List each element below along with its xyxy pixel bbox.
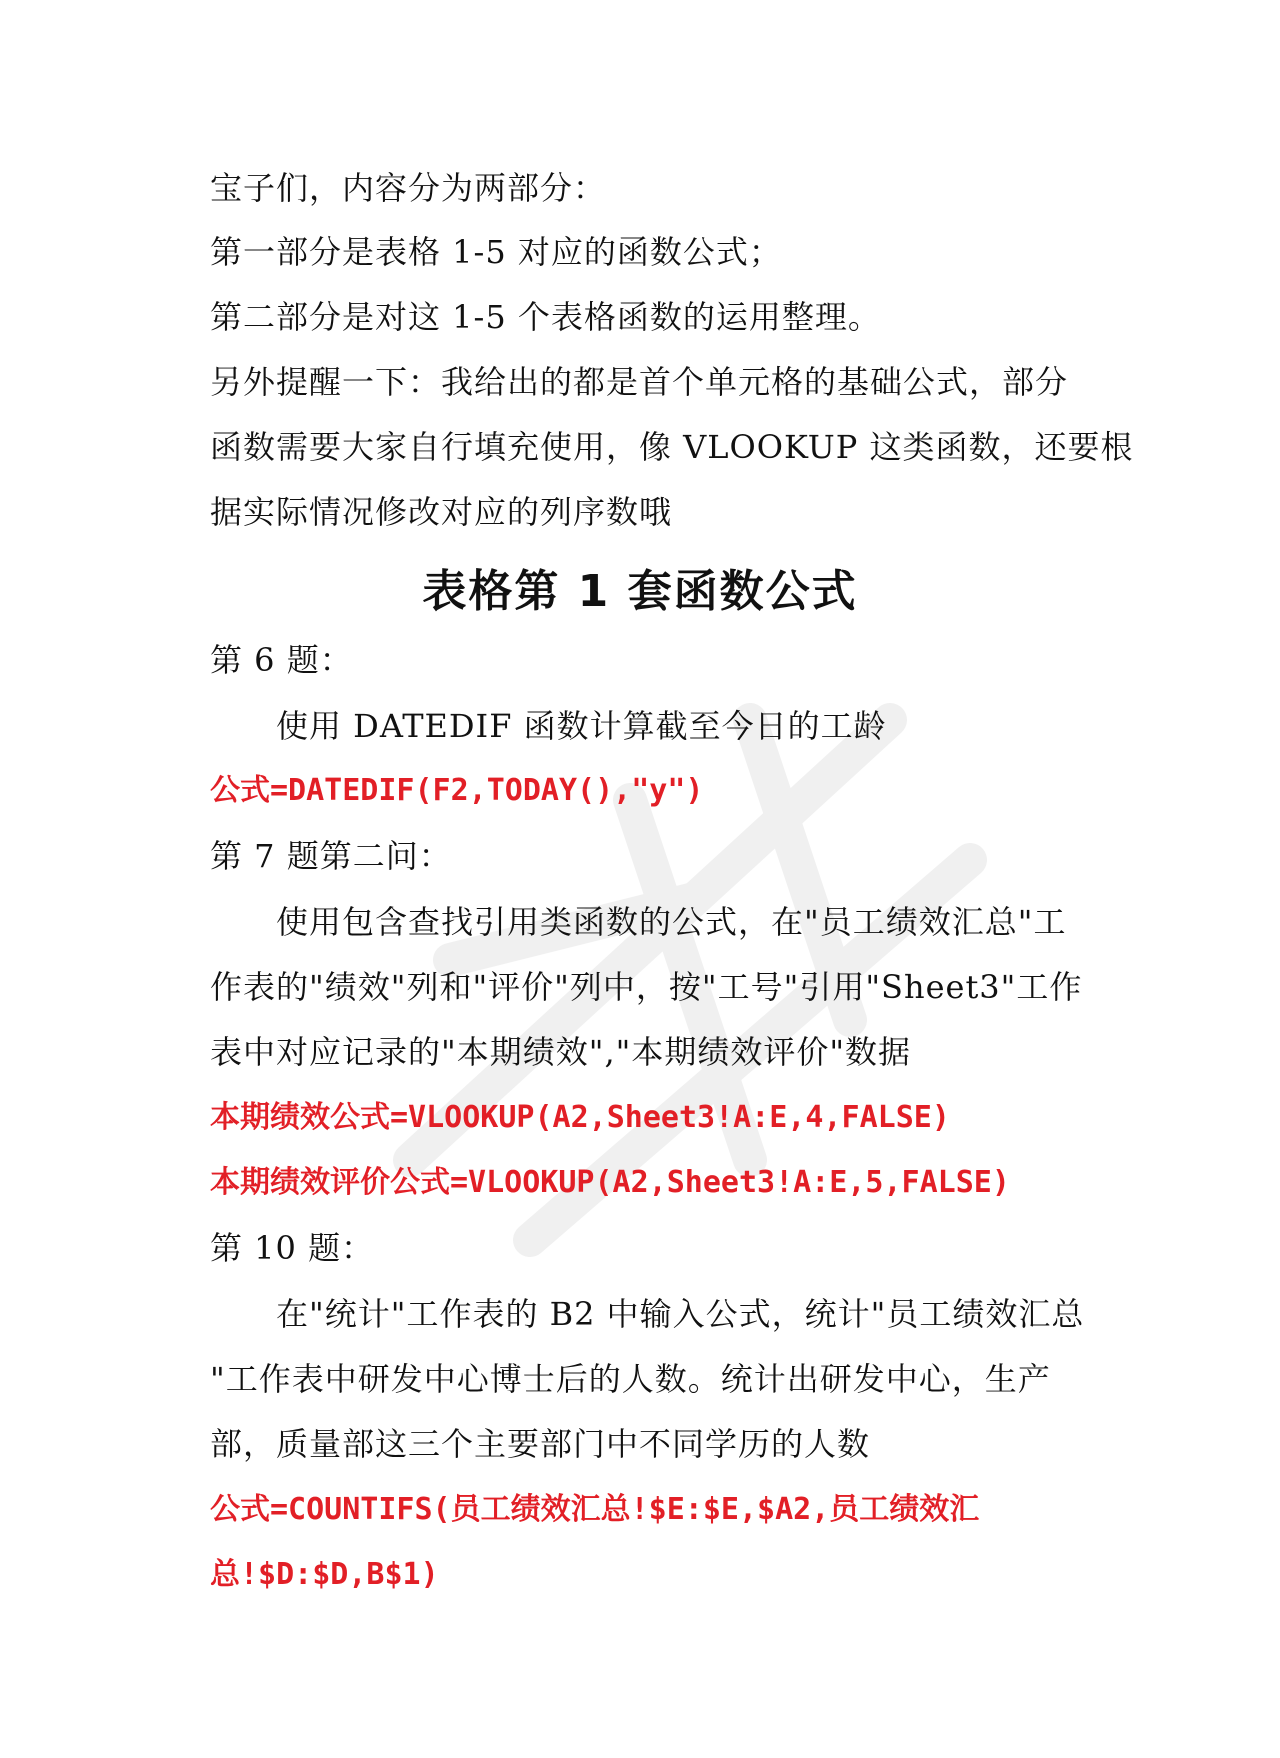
q10-description-line-3: 部，质量部这三个主要部门中不同学历的人数 bbox=[210, 1425, 871, 1463]
q7-description-line-1: 使用包含查找引用类函数的公式，在"员工绩效汇总"工 bbox=[276, 903, 1067, 941]
q7-formula-2: 本期绩效评价公式=VLOOKUP(A2,Sheet3!A:E,5,FALSE) bbox=[210, 1165, 1010, 1200]
q6-description: 使用 DATEDIF 函数计算截至今日的工龄 bbox=[276, 707, 887, 745]
section-title: 表格第 1 套函数公式 bbox=[422, 566, 858, 617]
intro-line-6: 据实际情况修改对应的列序数哦 bbox=[210, 493, 673, 531]
intro-line-2: 第一部分是表格 1-5 对应的函数公式； bbox=[210, 233, 782, 271]
q10-description-line-1: 在"统计"工作表的 B2 中输入公式，统计"员工绩效汇总 bbox=[276, 1295, 1085, 1333]
q10-label: 第 10 题： bbox=[210, 1229, 375, 1267]
intro-line-4: 另外提醒一下：我给出的都是首个单元格的基础公式，部分 bbox=[210, 363, 1069, 401]
q10-description-line-2: "工作表中研发中心博士后的人数。统计出研发中心，生产 bbox=[210, 1360, 1051, 1398]
intro-line-1: 宝子们，内容分为两部分： bbox=[210, 169, 607, 207]
q7-description-line-3: 表中对应记录的"本期绩效","本期绩效评价"数据 bbox=[210, 1033, 912, 1071]
q6-label: 第 6 题： bbox=[210, 641, 353, 679]
q7-label: 第 7 题第二问： bbox=[210, 837, 452, 875]
q7-description-line-2: 作表的"绩效"列和"评价"列中，按"工号"引用"Sheet3"工作 bbox=[210, 968, 1083, 1006]
intro-line-5: 函数需要大家自行填充使用，像 VLOOKUP 这类函数，还要根 bbox=[210, 428, 1134, 466]
q6-formula: 公式=DATEDIF(F2,TODAY(),"y") bbox=[210, 773, 704, 808]
q10-formula-line-2: 总!$D:$D,B$1) bbox=[210, 1557, 439, 1592]
q10-formula-line-1: 公式=COUNTIFS(员工绩效汇总!$E:$E,$A2,员工绩效汇 bbox=[210, 1492, 980, 1527]
q7-formula-1: 本期绩效公式=VLOOKUP(A2,Sheet3!A:E,4,FALSE) bbox=[210, 1100, 950, 1135]
intro-line-3: 第二部分是对这 1-5 个表格函数的运用整理。 bbox=[210, 298, 881, 336]
